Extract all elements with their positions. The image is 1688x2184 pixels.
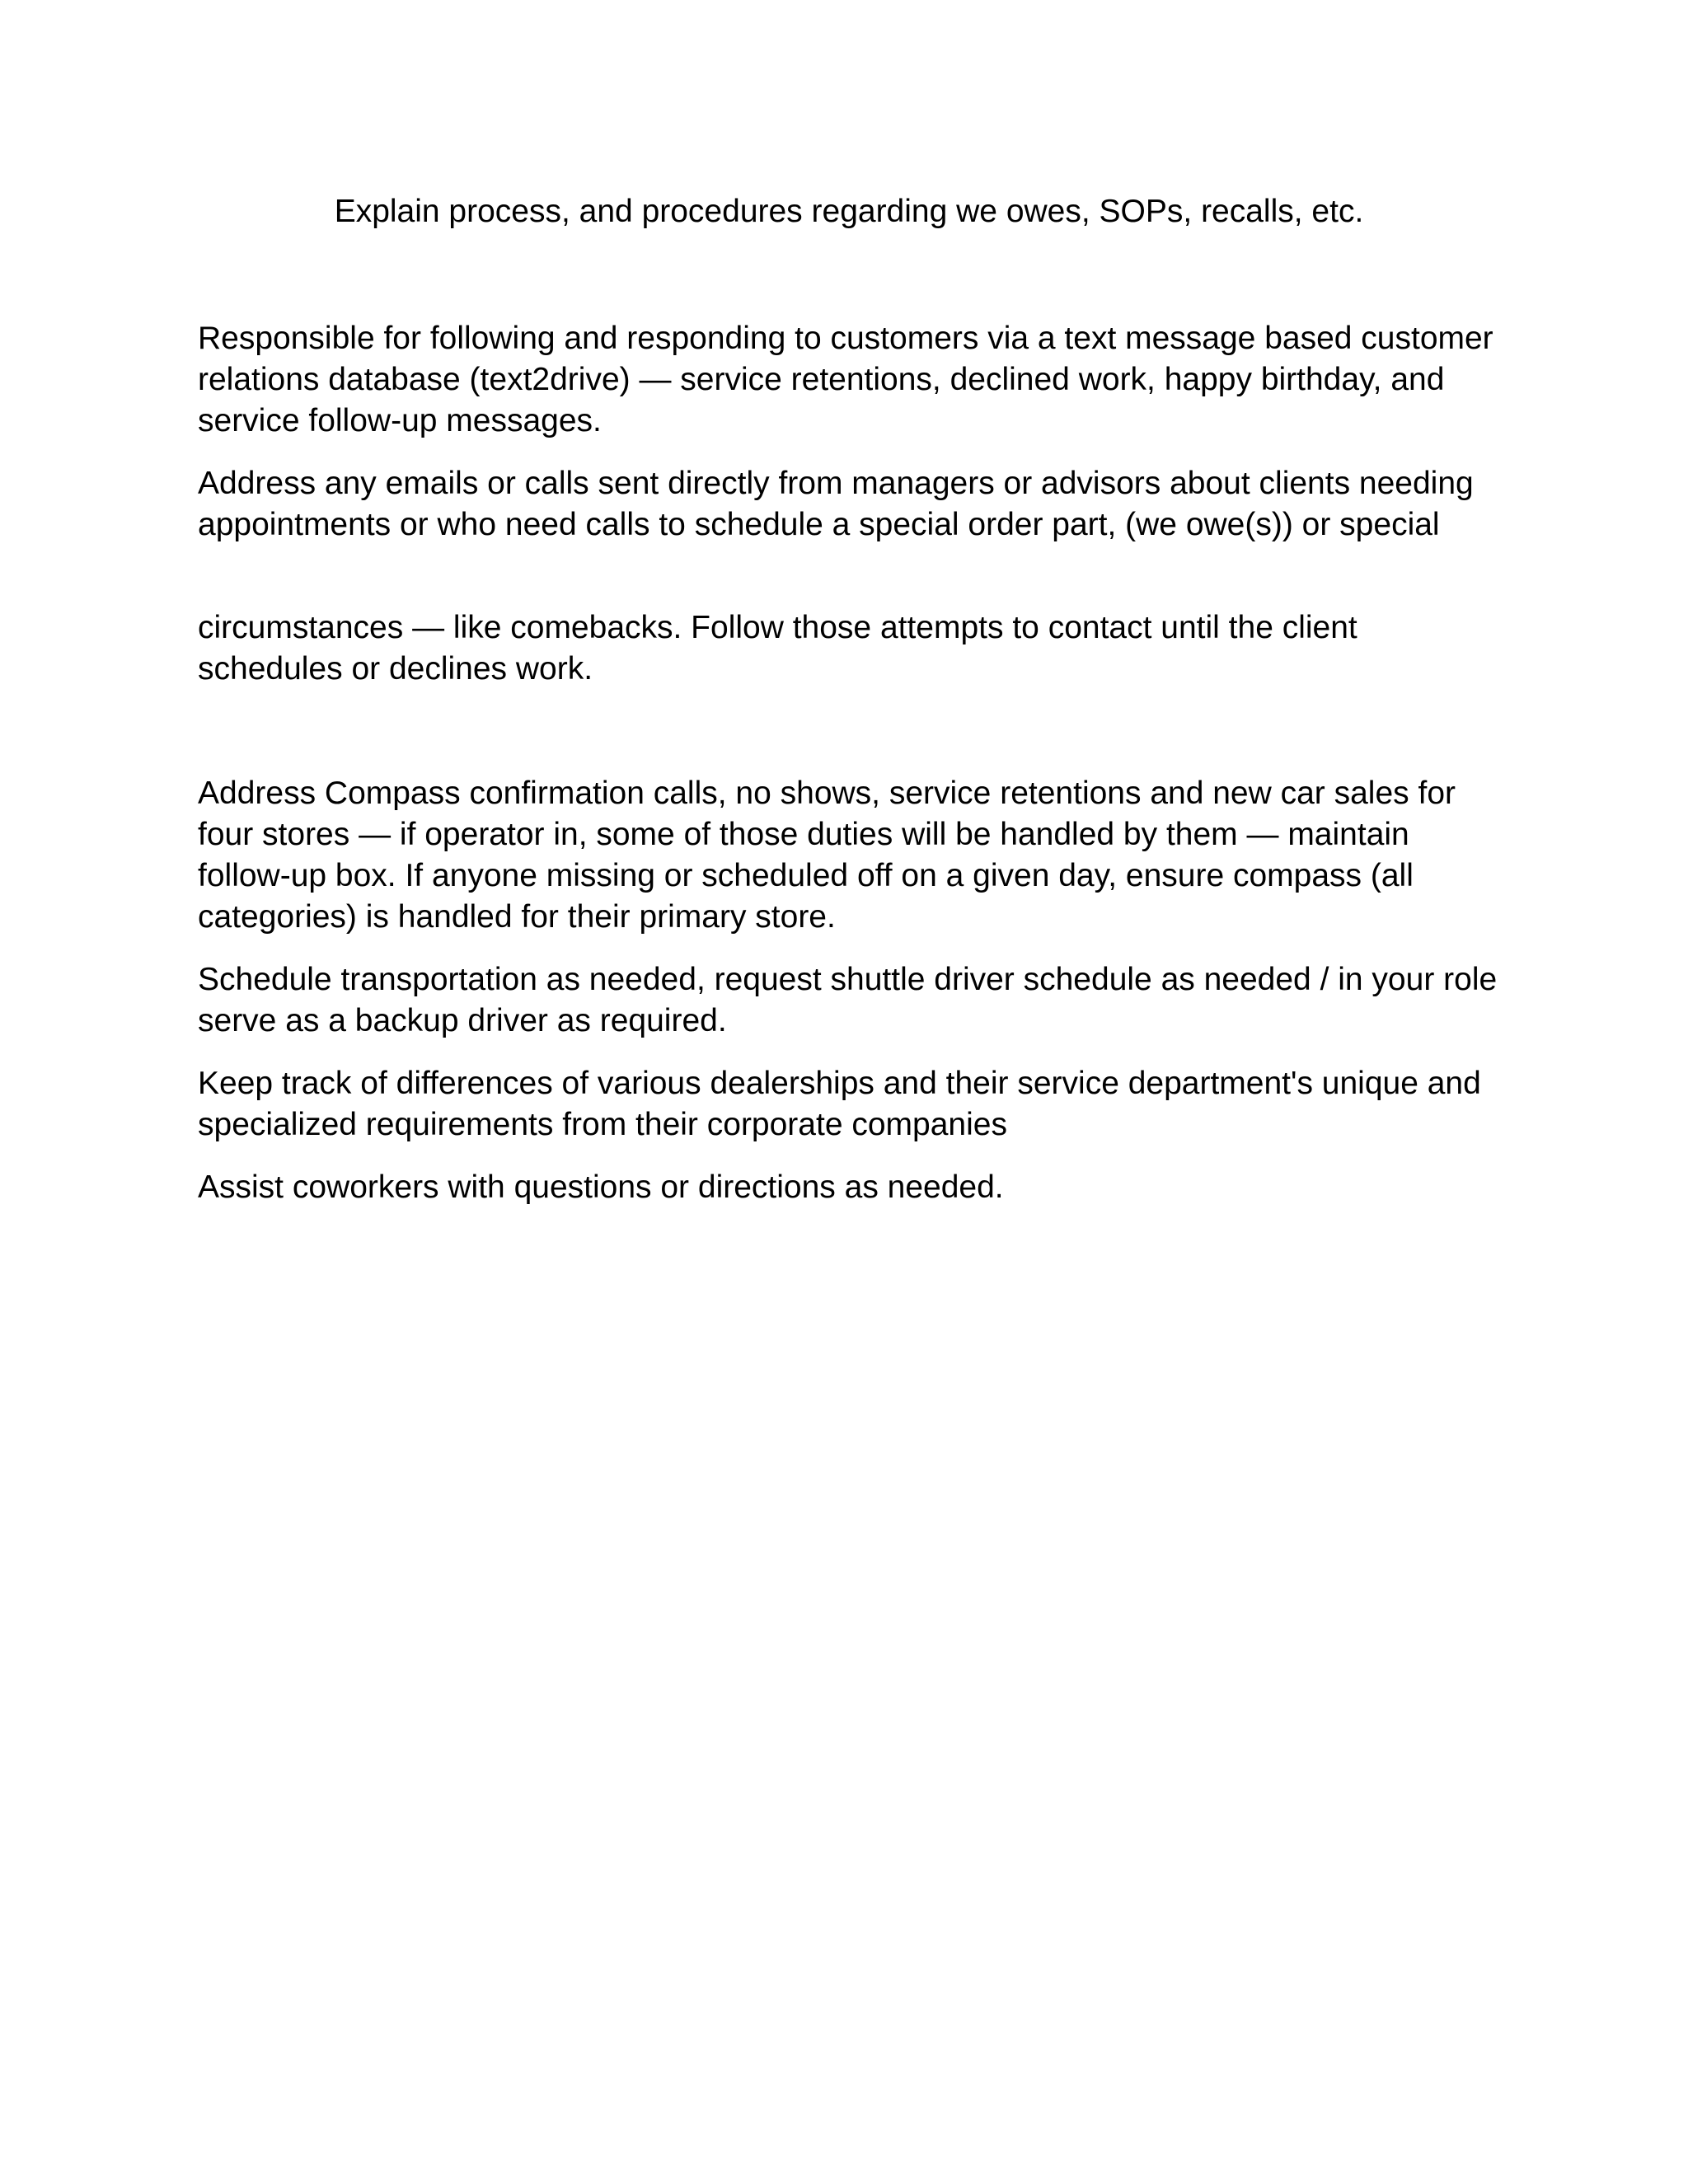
paragraph-text2drive-responsibilities: Responsible for following and responding to customers via a text message based customer relations database (text2drive) — service retentions, declined work, happy birthday, and service follow-up messages. <box>198 321 1493 438</box>
paragraph-transportation: Schedule transportation as needed, request shuttle driver schedule as needed / in your role serve as a backup driver as required. <box>198 962 1498 1038</box>
paragraph-manager-emails-calls: Address any emails or calls sent directly from managers or advisors about clients needing appointments or who need calls to schedule a special order part, (we owe(s)) or special <box>198 466 1474 542</box>
paragraph-dealership-differences: Keep track of differences of various dealerships and their service department's unique and specialized requirements from their corporate companies <box>198 1066 1481 1142</box>
paragraph-compass-calls: Address Compass confirmation calls, no shows, service retentions and new car sales for four stores — if operator in, some of those duties will be handled by them — maintain follow-up box. If anyone missing or scheduled off on a given day, ensure compass (all categories) is handled for their primary store. <box>198 776 1456 935</box>
paragraph-assist-coworkers: Assist coworkers with questions or directions as needed. <box>198 1169 1004 1205</box>
paragraph-comebacks-followup: circumstances — like comebacks. Follow those attempts to contact until the client schedules or declines work. <box>198 610 1357 687</box>
document-heading: Explain process, and procedures regarding we owes, SOPs, recalls, etc. <box>334 194 1364 229</box>
